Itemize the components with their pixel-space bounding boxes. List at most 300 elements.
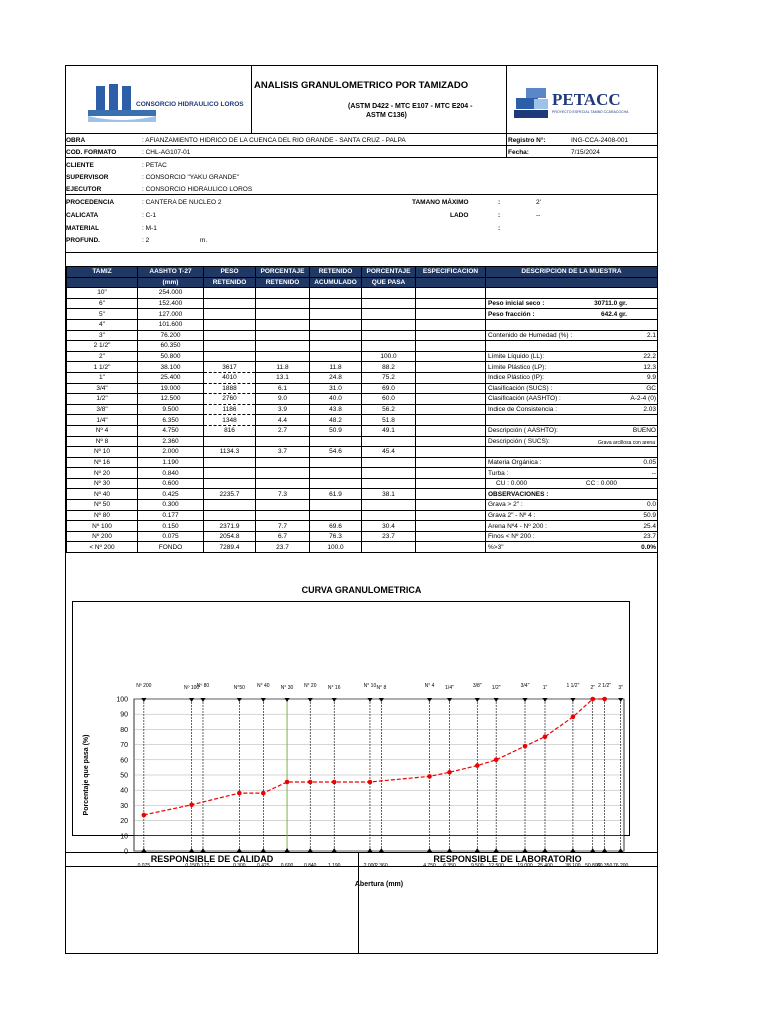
data-point bbox=[494, 758, 499, 763]
sieve-mm: 0.150 bbox=[138, 521, 204, 532]
material-value: : M-1 bbox=[142, 225, 157, 232]
description-label: Finos < Nº 200 : bbox=[488, 533, 535, 541]
y-tick-label: 20 bbox=[120, 818, 128, 826]
description-label: Peso inicial seco : bbox=[488, 300, 545, 308]
porcentaje-retenido: 7.7 bbox=[256, 521, 310, 532]
porcentaje-pasa bbox=[362, 542, 416, 553]
description-cell bbox=[486, 372, 658, 383]
peso-retenido bbox=[204, 341, 256, 352]
retenido-acumulado bbox=[310, 510, 362, 521]
peso-retenido: 1134.3 bbox=[204, 447, 256, 458]
especificacion bbox=[416, 489, 486, 500]
data-point bbox=[189, 802, 194, 807]
description-label: Descripción ( SUCS): bbox=[488, 437, 550, 445]
sieve-mm: 0.840 bbox=[138, 468, 204, 479]
porcentaje-pasa bbox=[362, 288, 416, 299]
description-cell bbox=[486, 447, 658, 458]
peso-retenido bbox=[204, 478, 256, 489]
retenido-acumulado bbox=[310, 288, 362, 299]
especificacion bbox=[416, 362, 486, 373]
table-row bbox=[67, 362, 658, 373]
porcentaje-pasa bbox=[362, 468, 416, 479]
sieve-name: Nº 50 bbox=[67, 500, 138, 511]
sieve-top-marker bbox=[308, 698, 313, 702]
sieve-name: 1/4" bbox=[67, 415, 138, 426]
cliente-value: : PETAC bbox=[142, 162, 167, 169]
retenido-acumulado bbox=[310, 330, 362, 341]
porcentaje-retenido bbox=[256, 309, 310, 320]
porcentaje-pasa bbox=[362, 436, 416, 447]
table-row bbox=[67, 436, 658, 447]
sieve-top-marker bbox=[379, 698, 384, 702]
data-point bbox=[543, 734, 548, 739]
description-label: %>3" bbox=[488, 543, 504, 551]
sieve-top-marker bbox=[367, 698, 372, 702]
table-row bbox=[67, 309, 658, 320]
porcentaje-retenido: 3.9 bbox=[256, 404, 310, 415]
peso-retenido bbox=[204, 309, 256, 320]
sieve-bottom-label: 0.600 bbox=[280, 863, 294, 869]
procedencia-label: PROCEDENCIA bbox=[66, 199, 115, 206]
sieve-mm: 60.350 bbox=[138, 341, 204, 352]
sieve-top-label: 1/4" bbox=[445, 685, 454, 691]
sieve-top-label: N° 20 bbox=[303, 683, 317, 689]
description-cell bbox=[486, 542, 658, 553]
sieve-top-marker bbox=[189, 698, 194, 702]
table-row bbox=[67, 468, 658, 479]
gradation-curve bbox=[144, 699, 605, 815]
table-row bbox=[67, 521, 658, 532]
registro-label: Registro N°: bbox=[508, 137, 546, 144]
profund-label: PROFUND. bbox=[66, 237, 100, 244]
porcentaje-pasa: 45.4 bbox=[362, 447, 416, 458]
sieve-name: Nº 30 bbox=[67, 478, 138, 489]
description-label: Contenido de Humedad (%) : bbox=[488, 331, 573, 339]
col-retenido: RETENIDO bbox=[310, 267, 362, 278]
sieve-top-label: N° 8 bbox=[376, 685, 387, 691]
peso-retenido: 2054.8 bbox=[204, 531, 256, 542]
sieve-name: Nº 4 bbox=[67, 425, 138, 436]
sieve-name: Nº 10 bbox=[67, 447, 138, 458]
peso-retenido: 1186 bbox=[204, 404, 256, 415]
sieve-top-label: Nº 200 bbox=[136, 683, 152, 689]
col-mm: (mm) bbox=[138, 277, 204, 288]
procedencia-value: : CANTERA DE NUCLEO 2 bbox=[142, 199, 222, 206]
especificacion bbox=[416, 542, 486, 553]
sieve-mm: 127.000 bbox=[138, 309, 204, 320]
data-point bbox=[447, 770, 452, 775]
sieve-bottom-label: 76.200 bbox=[613, 863, 629, 869]
sieve-mm: 76.200 bbox=[138, 330, 204, 341]
description-cell bbox=[486, 521, 658, 532]
description-cell bbox=[486, 404, 658, 415]
sieve-bottom-label: 50.800 bbox=[585, 863, 601, 869]
especificacion bbox=[416, 309, 486, 320]
data-point bbox=[237, 791, 242, 796]
profund-unit: m. bbox=[200, 237, 208, 244]
sieve-table bbox=[66, 266, 658, 553]
sieve-top-label: N° 4 bbox=[424, 683, 435, 689]
porcentaje-retenido bbox=[256, 330, 310, 341]
sieve-top-label: 2 1/2" bbox=[598, 683, 612, 689]
sieve-mm: 6.350 bbox=[138, 415, 204, 426]
peso-retenido bbox=[204, 500, 256, 511]
standard-line-2: ASTM C136) bbox=[366, 112, 407, 119]
description-cell bbox=[486, 362, 658, 373]
sieve-top-marker bbox=[618, 698, 623, 702]
sieve-mm: 254.000 bbox=[138, 288, 204, 299]
porcentaje-pasa: 100.0 bbox=[362, 351, 416, 362]
description-cell bbox=[486, 415, 658, 426]
peso-retenido bbox=[204, 457, 256, 468]
especificacion bbox=[416, 415, 486, 426]
description-cell bbox=[486, 394, 658, 405]
porcentaje-pasa bbox=[362, 457, 416, 468]
sieve-name: 3" bbox=[67, 330, 138, 341]
porcentaje-retenido bbox=[256, 500, 310, 511]
sieve-top-label: 1" bbox=[542, 685, 548, 691]
sieve-mm: 0.177 bbox=[138, 510, 204, 521]
col-descripcion: DESCRIPCION DE LA MUESTRA bbox=[486, 267, 658, 278]
data-point bbox=[142, 813, 147, 818]
peso-retenido bbox=[204, 351, 256, 362]
sieve-name: Nº 200 bbox=[67, 531, 138, 542]
porcentaje-retenido bbox=[256, 510, 310, 521]
data-point bbox=[332, 780, 337, 785]
porcentaje-pasa bbox=[362, 319, 416, 330]
porcentaje-pasa bbox=[362, 478, 416, 489]
table-row bbox=[67, 288, 658, 299]
description-cell bbox=[486, 341, 658, 352]
especificacion bbox=[416, 404, 486, 415]
description-cell bbox=[486, 531, 658, 542]
sieve-mm: 4.750 bbox=[138, 425, 204, 436]
sieve-mm: 2.360 bbox=[138, 436, 204, 447]
col-que-pasa: QUE PASA bbox=[362, 277, 416, 288]
description-label: Grava > 2" : bbox=[488, 501, 523, 509]
petacc-sub: PROYECTO ESPECIAL TAMBO CCARACOCHA bbox=[552, 110, 629, 114]
sieve-name: Nº 8 bbox=[67, 436, 138, 447]
data-point bbox=[308, 780, 313, 785]
sieve-top-marker bbox=[237, 698, 242, 702]
y-tick-label: 0 bbox=[124, 848, 128, 856]
data-point bbox=[590, 697, 595, 702]
sieve-top-label: 2" bbox=[590, 685, 596, 691]
profund-value: : 2 bbox=[142, 237, 150, 244]
y-tick-label: 10 bbox=[120, 833, 128, 841]
sieve-top-marker bbox=[447, 698, 452, 702]
lado-label: LADO bbox=[450, 212, 469, 219]
description-label: Indice Plástico (IP): bbox=[488, 374, 544, 382]
peso-retenido: 3617 bbox=[204, 362, 256, 373]
porcentaje-retenido: 6.7 bbox=[256, 531, 310, 542]
sieve-top-marker bbox=[261, 698, 266, 702]
porcentaje-pasa bbox=[362, 341, 416, 352]
sieve-top-label: N° 10 bbox=[363, 683, 377, 689]
sieve-top-marker bbox=[494, 698, 499, 702]
porcentaje-retenido bbox=[256, 288, 310, 299]
sieve-top-label: N° 16 bbox=[327, 685, 341, 691]
sieve-name: 6" bbox=[67, 298, 138, 309]
data-point bbox=[261, 791, 266, 796]
porcentaje-retenido: 23.7 bbox=[256, 542, 310, 553]
sieve-name: 10" bbox=[67, 288, 138, 299]
data-point bbox=[602, 697, 607, 702]
description-label: OBSERVACIONES : bbox=[488, 490, 549, 498]
sieve-bottom-label: 25.400 bbox=[537, 863, 553, 869]
data-point bbox=[571, 715, 576, 720]
description-value: 0.05 bbox=[643, 458, 656, 466]
cliente-label: CLIENTE bbox=[66, 162, 94, 169]
sieve-top-label: N° 40 bbox=[257, 683, 270, 689]
retenido-acumulado: 50.9 bbox=[310, 425, 362, 436]
material-colon: : bbox=[498, 225, 501, 232]
retenido-acumulado bbox=[310, 436, 362, 447]
table-row bbox=[67, 489, 658, 500]
sieve-bottom-label: 4.750 bbox=[423, 863, 436, 869]
table-row bbox=[67, 351, 658, 362]
sieve-bottom-label: 19.000 bbox=[517, 863, 533, 869]
peso-retenido bbox=[204, 330, 256, 341]
y-tick-label: 80 bbox=[120, 726, 128, 734]
table-row bbox=[67, 447, 658, 458]
especificacion bbox=[416, 531, 486, 542]
sieve-name: 2 1/2" bbox=[67, 341, 138, 352]
table-row bbox=[67, 542, 658, 553]
standard-line-1: (ASTM D422 - MTC E107 - MTC E204 - bbox=[348, 103, 473, 110]
especificacion bbox=[416, 447, 486, 458]
porcentaje-pasa: 30.4 bbox=[362, 521, 416, 532]
sieve-top-marker bbox=[542, 698, 547, 702]
peso-retenido: 1888 bbox=[204, 383, 256, 394]
retenido-acumulado bbox=[310, 500, 362, 511]
sieve-name: 1 1/2" bbox=[67, 362, 138, 373]
porcentaje-retenido: 13.1 bbox=[256, 372, 310, 383]
especificacion bbox=[416, 341, 486, 352]
especificacion bbox=[416, 425, 486, 436]
porcentaje-retenido bbox=[256, 436, 310, 447]
description-value: 2.03 bbox=[643, 406, 656, 414]
sieve-name: 3/8" bbox=[67, 404, 138, 415]
sieve-top-marker bbox=[200, 698, 205, 702]
retenido-acumulado: 76.3 bbox=[310, 531, 362, 542]
col-peso: PESO bbox=[204, 267, 256, 278]
sieve-name: 4" bbox=[67, 319, 138, 330]
sieve-name: Nº 80 bbox=[67, 510, 138, 521]
sieve-name: Nº 40 bbox=[67, 489, 138, 500]
table-row bbox=[67, 372, 658, 383]
retenido-acumulado bbox=[310, 298, 362, 309]
sieve-top-label: N° 30 bbox=[280, 685, 294, 691]
sieve-mm: 9.500 bbox=[138, 404, 204, 415]
porcentaje-pasa bbox=[362, 510, 416, 521]
especificacion bbox=[416, 298, 486, 309]
table-row bbox=[67, 500, 658, 511]
porcentaje-pasa: 38.1 bbox=[362, 489, 416, 500]
table-row bbox=[67, 415, 658, 426]
especificacion bbox=[416, 372, 486, 383]
description-label: Indice de Consistencia : bbox=[488, 406, 558, 414]
sieve-mm: 101.600 bbox=[138, 319, 204, 330]
sieve-top-marker bbox=[523, 698, 528, 702]
peso-retenido: 816 bbox=[204, 425, 256, 436]
porcentaje-pasa: 75.2 bbox=[362, 372, 416, 383]
description-cell bbox=[486, 351, 658, 362]
y-tick-label: 50 bbox=[120, 772, 128, 780]
especificacion bbox=[416, 351, 486, 362]
sieve-top-marker bbox=[141, 698, 146, 702]
porcentaje-pasa bbox=[362, 500, 416, 511]
description-cell bbox=[486, 468, 658, 479]
ejecutor-label: EJECUTOR bbox=[66, 186, 102, 193]
col-aashto: AASHTO T-27 bbox=[138, 267, 204, 278]
sieve-mm: 38.100 bbox=[138, 362, 204, 373]
table-row bbox=[67, 319, 658, 330]
peso-retenido bbox=[204, 436, 256, 447]
porcentaje-retenido: 6.1 bbox=[256, 383, 310, 394]
data-point bbox=[523, 744, 528, 749]
sieve-top-label: Nº 80 bbox=[196, 683, 210, 689]
peso-retenido bbox=[204, 468, 256, 479]
sieve-mm: 19.000 bbox=[138, 383, 204, 394]
sieve-mm: 12.500 bbox=[138, 394, 204, 405]
description-cell bbox=[486, 309, 658, 320]
peso-retenido bbox=[204, 319, 256, 330]
y-tick-label: 40 bbox=[120, 787, 128, 795]
description-value: 50.9 bbox=[643, 511, 656, 519]
description-cell bbox=[486, 478, 658, 489]
petacc-blocks-icon bbox=[514, 86, 550, 122]
sieve-name: 5" bbox=[67, 309, 138, 320]
retenido-acumulado bbox=[310, 351, 362, 362]
data-point bbox=[475, 763, 480, 768]
table-row bbox=[67, 510, 658, 521]
especificacion bbox=[416, 383, 486, 394]
table-row bbox=[67, 478, 658, 489]
sieve-top-marker bbox=[427, 698, 432, 702]
table-header-row-2 bbox=[67, 277, 658, 288]
retenido-acumulado: 100.0 bbox=[310, 542, 362, 553]
porcentaje-retenido: 2.7 bbox=[256, 425, 310, 436]
description-value: 642.4 gr. bbox=[600, 310, 627, 318]
peso-retenido: 2760 bbox=[204, 394, 256, 405]
peso-retenido bbox=[204, 298, 256, 309]
data-point bbox=[368, 780, 373, 785]
porcentaje-retenido: 11.8 bbox=[256, 362, 310, 373]
y-tick-label: 70 bbox=[120, 742, 128, 750]
sieve-bottom-label: 60.350 bbox=[596, 863, 613, 869]
sieve-mm: 50.800 bbox=[138, 351, 204, 362]
description-label: Clasificación (SUCS) : bbox=[488, 384, 553, 392]
sieve-top-label: Nº 100 bbox=[184, 685, 200, 691]
table-row bbox=[67, 298, 658, 309]
especificacion bbox=[416, 457, 486, 468]
fecha-label: Fecha: bbox=[508, 149, 529, 156]
col-acumulado: ACUMULADO bbox=[310, 277, 362, 288]
lado-colon: : bbox=[498, 212, 501, 219]
petacc-brand: PETACC bbox=[552, 90, 621, 109]
table-row bbox=[67, 425, 658, 436]
calidad-signature-title: RESPONSIBLE DE CALIDAD bbox=[150, 854, 274, 864]
laboratorio-signature-title: RESPONSIBLE DE LABORATORIO bbox=[433, 854, 582, 864]
table-row bbox=[67, 394, 658, 405]
description-cell bbox=[486, 288, 658, 299]
especificacion bbox=[416, 394, 486, 405]
description-value: Grava arcillosa con arena bbox=[598, 439, 655, 446]
especificacion bbox=[416, 436, 486, 447]
retenido-acumulado: 61.9 bbox=[310, 489, 362, 500]
sieve-bottom-label: 0.075 bbox=[137, 863, 151, 869]
col-tamiz: TAMIZ bbox=[67, 267, 138, 278]
cod-value: : CHL-AG107-01 bbox=[142, 149, 191, 156]
sieve-top-marker bbox=[332, 698, 337, 702]
sieve-name: 3/4" bbox=[67, 383, 138, 394]
fecha-value: 7/15/2024 bbox=[571, 149, 600, 156]
sieve-bottom-label: 0.300 bbox=[233, 863, 246, 869]
porcentaje-retenido: 7.3 bbox=[256, 489, 310, 500]
especificacion bbox=[416, 288, 486, 299]
tamano-value: 2' bbox=[536, 199, 541, 206]
col-porcentaje-retenido: RETENIDO bbox=[256, 277, 310, 288]
sieve-name: 1/2" bbox=[67, 394, 138, 405]
porcentaje-retenido: 4.4 bbox=[256, 415, 310, 426]
retenido-acumulado: 43.8 bbox=[310, 404, 362, 415]
sieve-mm: 25.400 bbox=[138, 372, 204, 383]
report-title: ANALISIS GRANULOMETRICO POR TAMIZADO bbox=[254, 80, 469, 91]
sieve-name: < Nº 200 bbox=[67, 542, 138, 553]
description-cell bbox=[486, 298, 658, 309]
sieve-top-label: 3" bbox=[618, 685, 623, 691]
sieve-top-marker bbox=[570, 698, 575, 702]
especificacion bbox=[416, 510, 486, 521]
description-value: 0.0 bbox=[646, 501, 656, 509]
especificacion bbox=[416, 319, 486, 330]
porcentaje-retenido bbox=[256, 457, 310, 468]
material-label: MATERIAL bbox=[66, 225, 100, 232]
y-tick-label: 100 bbox=[116, 696, 128, 704]
especificacion bbox=[416, 500, 486, 511]
sieve-name: Nº 20 bbox=[67, 468, 138, 479]
porcentaje-retenido: 9.0 bbox=[256, 394, 310, 405]
sieve-bottom-label: 0.177 bbox=[196, 863, 210, 869]
data-point bbox=[427, 774, 432, 779]
peso-retenido: 1348 bbox=[204, 415, 256, 426]
retenido-acumulado bbox=[310, 468, 362, 479]
sieve-bottom-label: 6.350 bbox=[443, 863, 456, 869]
porcentaje-retenido bbox=[256, 468, 310, 479]
porcentaje-pasa bbox=[362, 309, 416, 320]
description-value: 25.4 bbox=[643, 522, 656, 530]
sieve-bottom-label: 1.190 bbox=[327, 863, 341, 869]
description-cell bbox=[486, 330, 658, 341]
description-value: 2.1 bbox=[646, 331, 656, 339]
porcentaje-pasa: 51.8 bbox=[362, 415, 416, 426]
description-cell bbox=[486, 510, 658, 521]
retenido-acumulado: 40.0 bbox=[310, 394, 362, 405]
description-cell bbox=[486, 425, 658, 436]
description-label: CU : 0.000 bbox=[496, 480, 528, 488]
porcentaje-retenido bbox=[256, 351, 310, 362]
obra-label: OBRA bbox=[66, 137, 86, 144]
description-label: Clasificación (AASHTO) : bbox=[488, 395, 561, 403]
sieve-bottom-label: 38.100 bbox=[565, 863, 581, 869]
especificacion bbox=[416, 478, 486, 489]
sieve-mm: 152.400 bbox=[138, 298, 204, 309]
description-value: 0.0% bbox=[641, 543, 656, 551]
col-porcentaje: PORCENTAJE bbox=[256, 267, 310, 278]
description-label: Materia Orgánica : bbox=[488, 458, 542, 466]
porcentaje-pasa: 69.0 bbox=[362, 383, 416, 394]
